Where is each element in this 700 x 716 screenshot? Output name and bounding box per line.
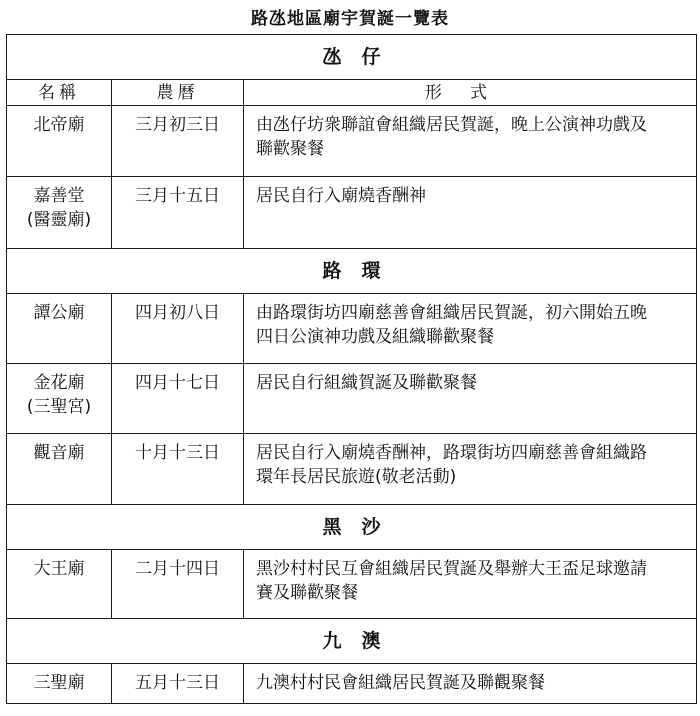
section-row	[7, 249, 697, 294]
form-line: 九澳村村民會組織居民賀誕及聯觀聚餐	[256, 673, 545, 693]
header-name: 名稱	[7, 80, 112, 106]
form-line: 四日公演神功戲及組織聯歡聚餐	[256, 327, 494, 347]
section-title: 九澳	[7, 619, 697, 664]
form-line: 由路環街坊四廟慈善會組織居民賀誕，初六開始五晚	[256, 303, 647, 323]
temple-name	[7, 664, 112, 704]
temple-name	[7, 177, 112, 249]
celebration-form	[244, 664, 697, 704]
temple-table	[6, 34, 697, 704]
celebration-form	[244, 550, 697, 619]
form-line: 賽及聯歡聚餐	[256, 583, 358, 603]
temple-name-line: 觀音廟	[33, 443, 85, 463]
temple-name	[7, 294, 112, 364]
lunar-date: 五月十三日	[112, 664, 244, 704]
lunar-date: 四月十七日	[112, 364, 244, 434]
header-row	[7, 80, 697, 106]
section-row	[7, 619, 697, 664]
form-line: 由氹仔坊衆聯誼會組織居民賀誕，晚上公演神功戲及	[256, 115, 647, 135]
header-date: 農曆	[112, 80, 244, 106]
form-line: 黑沙村村民互會組織居民賀誕及舉辦大王盃足球邀請	[256, 559, 647, 579]
temple-name-line: 北帝廟	[33, 115, 85, 135]
table-row	[7, 294, 697, 364]
temple-name	[7, 364, 112, 434]
table-row	[7, 106, 697, 177]
section-row	[7, 505, 697, 550]
temple-name-line: 金花廟	[33, 373, 85, 393]
lunar-date: 二月十四日	[112, 550, 244, 619]
temple-name-line: 大王廟	[33, 559, 85, 579]
table-row	[7, 364, 697, 434]
form-line: 居民自行組織賀誕及聯歡聚餐	[256, 373, 477, 393]
lunar-date: 十月十三日	[112, 434, 244, 505]
temple-name-line: 三聖廟	[33, 673, 85, 693]
table-row	[7, 434, 697, 505]
temple-name-line: 嘉善堂	[33, 186, 85, 206]
temple-name	[7, 434, 112, 505]
lunar-date: 三月十五日	[112, 177, 244, 249]
temple-name	[7, 106, 112, 177]
table-row	[7, 664, 697, 704]
header-form: 形式	[244, 80, 697, 106]
table-row	[7, 550, 697, 619]
section-title: 路環	[7, 249, 697, 294]
temple-alias: (醫靈廟)	[26, 210, 92, 230]
form-line: 聯歡聚餐	[256, 139, 324, 159]
temple-name-line: 譚公廟	[33, 303, 85, 323]
celebration-form	[244, 364, 697, 434]
section-row	[7, 35, 697, 80]
temple-name	[7, 550, 112, 619]
lunar-date: 三月初三日	[112, 106, 244, 177]
form-line: 居民自行入廟燒香酬神，路環街坊四廟慈善會組織路	[256, 443, 647, 463]
section-title: 氹仔	[7, 35, 697, 80]
form-line: 環年長居民旅遊(敬老活動)	[256, 467, 457, 487]
form-line: 居民自行入廟燒香酬神	[256, 186, 426, 206]
celebration-form	[244, 106, 697, 177]
lunar-date: 四月初八日	[112, 294, 244, 364]
section-title: 黑沙	[7, 505, 697, 550]
celebration-form	[244, 434, 697, 505]
page-title: 路氹地區廟宇賀誕一覽表	[251, 9, 449, 29]
celebration-form	[244, 177, 697, 249]
temple-alias: (三聖宮)	[26, 397, 92, 417]
celebration-form	[244, 294, 697, 364]
table-row	[7, 177, 697, 249]
